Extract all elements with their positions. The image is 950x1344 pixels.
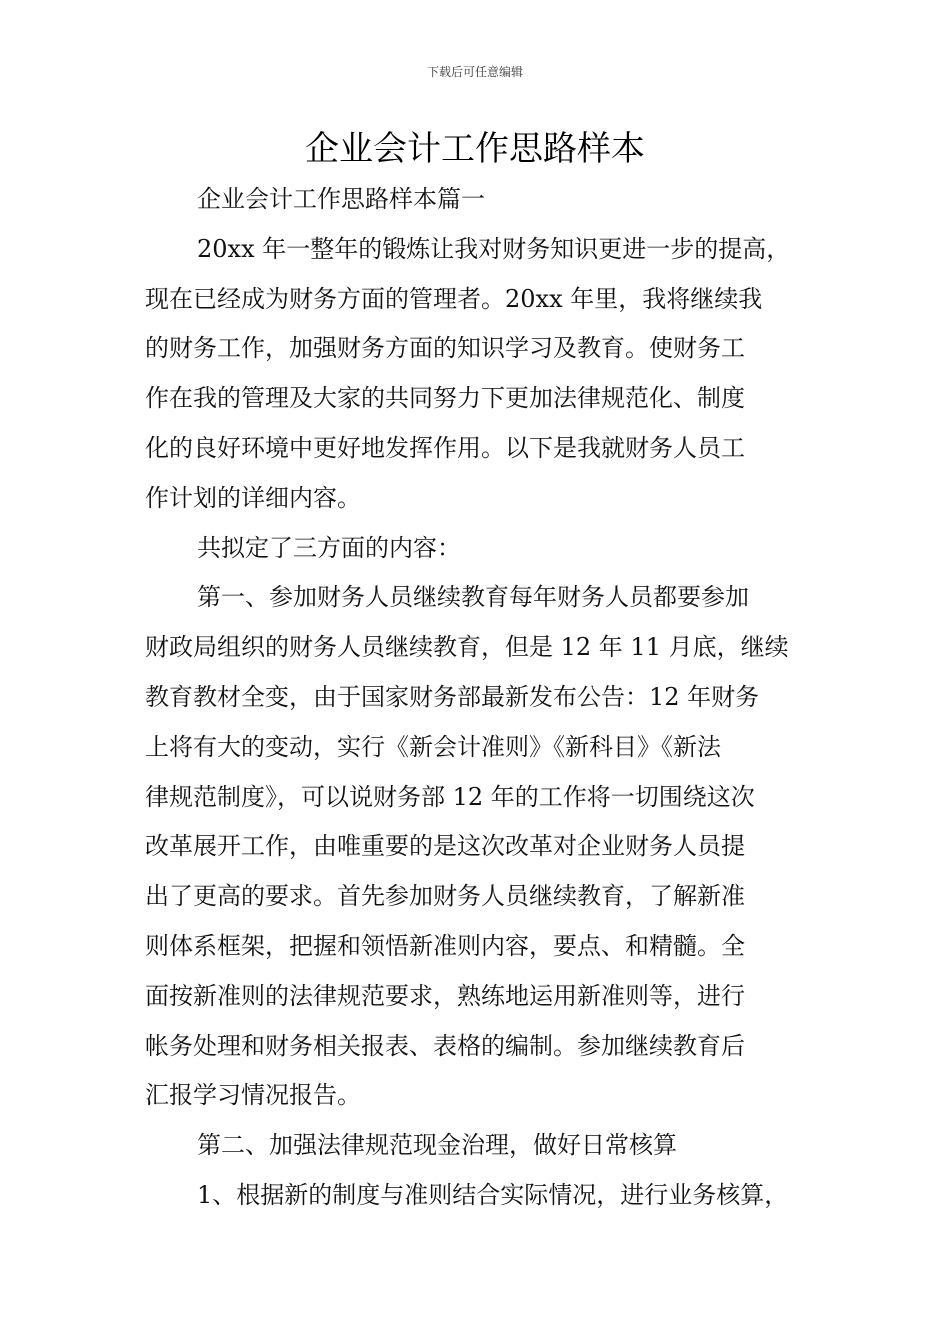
body-line: 化的良好环境中更好地发挥作用。以下是我就财务人员工 (145, 433, 745, 462)
body-line: 则体系框架，把握和领悟新准则内容，要点、和精髓。全 (145, 931, 745, 960)
body-line: 出了更高的要求。首先参加财务人员继续教育，了解新准 (145, 882, 745, 911)
body-line: 帐务处理和财务相关报表、表格的编制。参加继续教育后 (145, 1031, 745, 1060)
body-line: 的财务工作，加强财务方面的知识学习及教育。使财务工 (145, 334, 745, 363)
body-line: 上将有大的变动，实行《新会计准则》《新科目》《新法 (145, 732, 721, 761)
body-line: 第一、参加财务人员继续教育每年财务人员都要参加 (197, 583, 749, 612)
body-line: 企业会计工作思路样本篇一 (197, 185, 485, 213)
body-line: 教育教材全变，由于国家财务部最新发布公告：12 年财务 (145, 682, 760, 711)
body-line: 作在我的管理及大家的共同努力下更加法律规范化、制度 (145, 384, 745, 413)
document-body (145, 175, 825, 1221)
document-title: 企业会计工作思路样本 (305, 129, 645, 169)
body-line: 20xx 年一整年的锻炼让我对财务知识更进一步的提高， (197, 234, 791, 263)
body-line: 改革展开工作，由唯重要的是这次改革对企业财务人员提 (145, 832, 745, 861)
header-text: 下载后可任意编辑 (426, 65, 523, 79)
body-line: 财政局组织的财务人员继续教育，但是 12 年 11 月底，继续 (145, 633, 789, 662)
body-line: 第二、加强法律规范现金治理，做好日常核算 (197, 1131, 677, 1160)
body-line: 律规范制度》，可以说财务部 12 年的工作将一切围绕这次 (145, 782, 755, 811)
page-header (0, 64, 950, 80)
body-line: 1、根据新的制度与准则结合实际情况，进行业务核算， (197, 1180, 789, 1209)
body-line: 汇报学习情况报告。 (145, 1081, 361, 1110)
body-line: 面按新准则的法律规范要求，熟练地运用新准则等，进行 (145, 981, 745, 1010)
body-line: 作计划的详细内容。 (145, 483, 361, 512)
body-line: 共拟定了三方面的内容： (197, 533, 461, 562)
body-line: 现在已经成为财务方面的管理者。20xx 年里，我将继续我 (145, 284, 763, 313)
